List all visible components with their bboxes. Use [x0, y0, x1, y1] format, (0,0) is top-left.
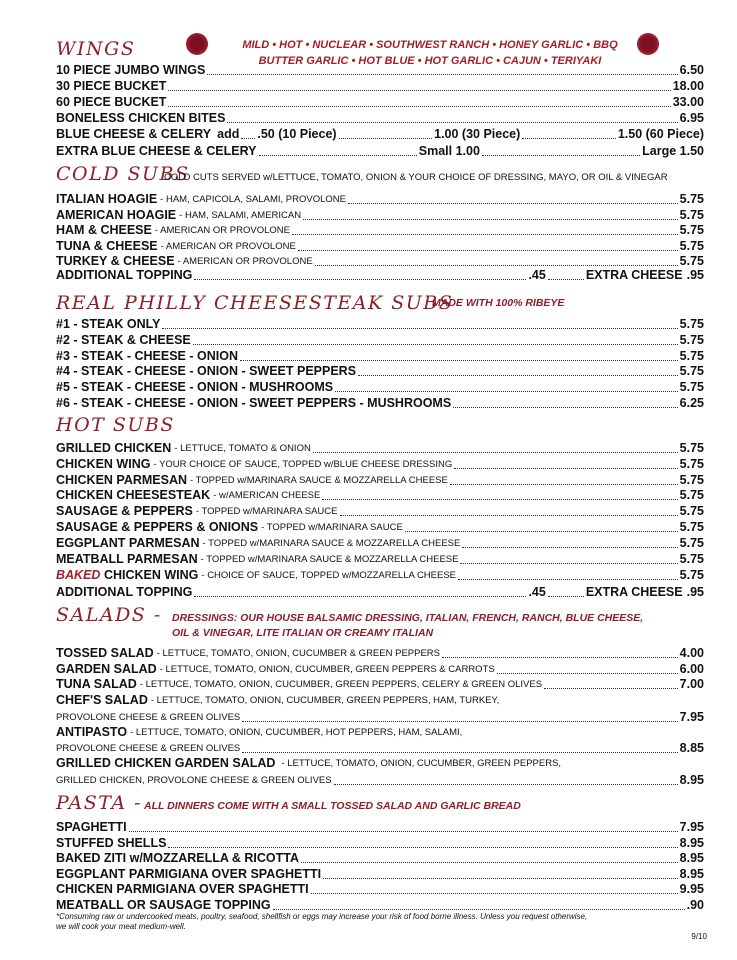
- salad-row: [56, 677, 704, 692]
- page-number: 9/10: [691, 932, 707, 941]
- dot-leader: [168, 90, 670, 91]
- item-price: 5.75: [679, 380, 704, 395]
- item-name: BAKED ZITI w/MOZZARELLA & RICOTTA: [56, 851, 300, 865]
- cheesesteak-row: [56, 333, 704, 348]
- item-name: EGGPLANT PARMIGIANA OVER SPAGHETTI: [56, 866, 322, 881]
- dot-leader: [358, 375, 678, 376]
- item-description: - AMERICAN OR PROVOLONE: [177, 256, 313, 267]
- dot-leader: [442, 657, 678, 658]
- pasta-row: [56, 836, 704, 851]
- item-name: BONELESS CHICKEN BITES: [56, 111, 226, 125]
- baked-chicken-row: BAKED CHICKEN WING - CHOICE OF SAUCE, TOPPED w/MOZZARELLA CHEESE 5.75: [56, 568, 704, 582]
- pasta-row: [56, 867, 704, 882]
- dot-leader: [227, 122, 677, 123]
- cheesesteak-row: [56, 317, 704, 332]
- hot-sub-row: [56, 504, 704, 519]
- item-price: 5.75: [679, 456, 704, 471]
- hot-sub-row: [56, 552, 704, 567]
- item-price: 5.75: [679, 192, 704, 206]
- dot-leader: [168, 847, 677, 848]
- starburst-icon: [637, 33, 659, 55]
- philly-title: REAL PHILLY CHEESESTEAK SUBS: [56, 292, 454, 314]
- salads-note-line2: OIL & VINEGAR, LITE ITALIAN OR CREAMY ITALIAN: [172, 627, 434, 639]
- item-price: 5.75: [679, 488, 704, 503]
- item-name: TUNA SALAD: [56, 677, 137, 691]
- item-name: #5 - STEAK - CHEESE - ONION - MUSHROOMS: [56, 380, 334, 395]
- wing-flavors-line1: MILD • HOT • NUCLEAR • SOUTHWEST RANCH • HONEY GARLIC • BBQ: [242, 39, 618, 51]
- dot-leader: [303, 219, 678, 220]
- item-name: MEATBALL OR SAUSAGE TOPPING: [56, 897, 271, 912]
- dot-leader: [322, 499, 677, 500]
- item-description: - TOPPED w/MARINARA SAUCE: [261, 522, 403, 533]
- item-price: 7.95: [679, 820, 704, 834]
- dot-leader: [323, 878, 678, 879]
- item-price: 5.75: [679, 535, 704, 550]
- item-name: CHICKEN WING: [56, 456, 151, 471]
- cold-subs-note: COLD CUTS SERVED w/LETTUCE, TOMATO, ONION & YOUR CHOICE OF DRESSING, MAYO, OR OIL & VINEGAR: [164, 172, 668, 183]
- item-description: - TOPPED w/MARINARA SAUCE & MOZZARELLA CHEESE: [202, 537, 461, 549]
- pasta-row: [56, 898, 704, 913]
- item-description: - HAM, SALAMI, AMERICAN: [179, 209, 302, 221]
- item-name: AMERICAN HOAGIE: [56, 207, 177, 222]
- dot-leader: [273, 909, 685, 910]
- dot-leader: [315, 265, 678, 266]
- item-name: TURKEY & CHEESE: [56, 254, 175, 268]
- dot-leader: [168, 106, 670, 107]
- item-name: HAM & CHEESE: [56, 223, 152, 237]
- item-description: - AMERICAN OR PROVOLONE: [154, 225, 290, 236]
- item-price: 7.00: [679, 677, 704, 691]
- hot-sub-row: [56, 488, 704, 503]
- salad-row: [56, 646, 704, 661]
- dot-leader: [454, 468, 677, 469]
- dot-leader: [301, 862, 678, 863]
- antipasto-row: ANTIPASTO - LETTUCE, TOMATO, ONION, CUCUMBER, HOT PEPPERS, HAM, SALAMI,: [56, 725, 463, 739]
- dot-leader: [335, 391, 678, 392]
- item-price: 33.00: [672, 95, 704, 109]
- grilled-salad-cont-row: GRILLED CHICKEN, PROVOLONE CHEESE & GREEN OLIVES 8.95: [56, 773, 704, 787]
- item-price: 5.75: [679, 254, 704, 268]
- dot-leader: [162, 328, 677, 329]
- item-price: 5.75: [679, 238, 704, 253]
- extra-blue-cheese-row: EXTRA BLUE CHEESE & CELERY Small 1.00 Large 1.50: [56, 144, 704, 158]
- item-price: 6.00: [679, 661, 704, 676]
- item-name: TUNA & CHEESE: [56, 238, 158, 253]
- dot-leader: [240, 360, 678, 361]
- item-description: - w/AMERICAN CHEESE: [213, 490, 321, 502]
- philly-note: MADE WITH 100% RIBEYE: [432, 297, 565, 309]
- item-price: 8.95: [679, 866, 704, 881]
- pasta-row: [56, 851, 704, 866]
- dot-leader: [298, 250, 678, 251]
- hot-additional-row: ADDITIONAL TOPPING .45 EXTRA CHEESE .95: [56, 585, 704, 599]
- cold-sub-row: [56, 223, 704, 238]
- item-description: - TOPPED w/MARINARA SAUCE & MOZZARELLA CHEESE: [190, 474, 448, 486]
- item-name: STUFFED SHELLS: [56, 835, 167, 850]
- item-name: #2 - STEAK & CHEESE: [56, 332, 191, 347]
- item-price: 6.25: [679, 396, 704, 410]
- item-price: 9.95: [679, 882, 704, 896]
- item-name: SAUSAGE & PEPPERS & ONIONS: [56, 520, 259, 534]
- item-price: 5.75: [679, 332, 704, 347]
- item-name: MEATBALL PARMESAN: [56, 551, 198, 566]
- dot-leader: [544, 688, 678, 689]
- salads-note-line1: DRESSINGS: OUR HOUSE BALSAMIC DRESSING, ITALIAN, FRENCH, RANCH, BLUE CHEESE,: [172, 612, 644, 624]
- item-price: 5.75: [679, 504, 704, 519]
- item-name: SAUSAGE & PEPPERS: [56, 504, 193, 519]
- item-name: CHICKEN PARMESAN: [56, 472, 188, 487]
- item-name: CHICKEN CHEESESTEAK: [56, 488, 211, 503]
- item-price: 5.75: [679, 472, 704, 487]
- wing-item-row: [56, 95, 704, 110]
- grilled-salad-row: GRILLED CHICKEN GARDEN SALAD - LETTUCE, TOMATO, ONION, CUCUMBER, GREEN PEPPERS,: [56, 756, 562, 770]
- item-name: CHICKEN PARMIGIANA OVER SPAGHETTI: [56, 882, 309, 896]
- hot-sub-row: [56, 473, 704, 488]
- dot-leader: [450, 484, 678, 485]
- item-description: - LETTUCE, TOMATO, ONION, CUCUMBER, GREEN PEPPERS & CARROTS: [159, 663, 495, 675]
- dot-leader: [348, 203, 678, 204]
- item-price: 5.75: [679, 207, 704, 222]
- pasta-row: [56, 882, 704, 897]
- chef-salad-row: CHEF'S SALAD - LETTUCE, TOMATO, ONION, CUCUMBER, GREEN PEPPERS, HAM, TURKEY,: [56, 693, 500, 707]
- item-name: ITALIAN HOAGIE: [56, 192, 158, 206]
- item-description: - YOUR CHOICE OF SAUCE, TOPPED w/BLUE CHEESE DRESSING: [153, 458, 453, 470]
- hot-sub-row: [56, 536, 704, 551]
- item-price: .90: [686, 897, 704, 912]
- dot-leader: [462, 547, 677, 548]
- item-price: 5.75: [679, 317, 704, 331]
- item-name: 30 PIECE BUCKET: [56, 79, 167, 93]
- cold-sub-row: [56, 208, 704, 223]
- item-name: #3 - STEAK - CHEESE - ONION: [56, 348, 238, 363]
- item-name: #1 - STEAK ONLY: [56, 317, 161, 331]
- item-description: - HAM, CAPICOLA, SALAMI, PROVOLONE: [160, 194, 346, 205]
- item-price: 5.75: [679, 441, 704, 455]
- dot-leader: [129, 831, 678, 832]
- item-name: GRILLED CHICKEN: [56, 441, 172, 455]
- cold-additional-row: ADDITIONAL TOPPING .45 EXTRA CHEESE .95: [56, 268, 704, 282]
- item-name: SPAGHETTI: [56, 820, 127, 834]
- item-description: - TOPPED w/MARINARA SAUCE: [195, 506, 338, 518]
- pasta-title: PASTA -: [56, 792, 143, 814]
- salads-title: SALADS -: [56, 604, 162, 626]
- wing-item-row: [56, 79, 704, 94]
- item-name: 10 PIECE JUMBO WINGS: [56, 63, 206, 77]
- cheesesteak-row: [56, 364, 704, 379]
- wing-flavors-line2: BUTTER GARLIC • HOT BLUE • HOT GARLIC • CAJUN • TERIYAKI: [258, 55, 602, 67]
- hot-sub-row: [56, 520, 704, 535]
- pasta-row: [56, 820, 704, 835]
- item-description: - LETTUCE, TOMATO, ONION, CUCUMBER, GREEN PEPPERS, CELERY & GREEN OLIVES: [139, 679, 543, 690]
- item-price: 18.00: [672, 79, 704, 93]
- salad-row: [56, 662, 704, 677]
- starburst-icon: [186, 33, 208, 55]
- item-name: #4 - STEAK - CHEESE - ONION - SWEET PEPPERS: [56, 364, 357, 379]
- item-price: 6.50: [679, 63, 704, 77]
- item-price: 5.75: [679, 520, 704, 534]
- dot-leader: [453, 407, 677, 408]
- cheesesteak-row: [56, 396, 704, 411]
- item-name: EGGPLANT PARMESAN: [56, 535, 200, 550]
- wing-item-row: [56, 63, 704, 78]
- item-price: 5.75: [679, 223, 704, 237]
- hot-sub-row: [56, 457, 704, 472]
- pasta-note: ALL DINNERS COME WITH A SMALL TOSSED SALAD AND GARLIC BREAD: [144, 800, 521, 812]
- item-name: 60 PIECE BUCKET: [56, 95, 167, 109]
- dot-leader: [497, 673, 678, 674]
- item-price: 4.00: [679, 646, 704, 660]
- item-name: GARDEN SALAD: [56, 661, 157, 676]
- item-description: - LETTUCE, TOMATO, ONION, CUCUMBER & GREEN PEPPERS: [156, 648, 440, 659]
- cheesesteak-row: [56, 349, 704, 364]
- cold-subs-title: COLD SUBS: [56, 163, 190, 185]
- cheesesteak-row: [56, 380, 704, 395]
- item-price: 5.75: [679, 551, 704, 566]
- item-price: 6.95: [679, 111, 704, 125]
- cold-sub-row: [56, 254, 704, 269]
- wings-title: WINGS: [56, 38, 136, 60]
- item-description: - TOPPED w/MARINARA SAUCE & MOZZARELLA CHEESE: [200, 553, 459, 565]
- item-price: 8.95: [679, 835, 704, 850]
- dot-leader: [313, 452, 678, 453]
- dot-leader: [292, 234, 678, 235]
- item-name: TOSSED SALAD: [56, 646, 154, 660]
- item-price: 5.75: [679, 364, 704, 379]
- dot-leader: [340, 515, 678, 516]
- dot-leader: [311, 893, 678, 894]
- item-price: 5.75: [679, 348, 704, 363]
- wing-item-row: [56, 111, 704, 126]
- dot-leader: [460, 563, 677, 564]
- item-description: - AMERICAN OR PROVOLONE: [160, 240, 296, 252]
- dot-leader: [193, 344, 678, 345]
- blue-cheese-row: BLUE CHEESE & CELERY add .50 (10 Piece) 1.00 (30 Piece) 1.50 (60 Piece): [56, 127, 705, 141]
- item-price: 8.95: [679, 851, 704, 865]
- antipasto-cont-row: PROVOLONE CHEESE & GREEN OLIVES 8.85: [56, 741, 704, 755]
- food-safety-disclaimer: *Consuming raw or undercooked meats, poultry, seafood, shellfish or eggs may increase your risk of food borne illness. Unless you request otherwise, we will cook your meat medium-well.: [56, 912, 588, 931]
- hot-subs-title: HOT SUBS: [56, 414, 175, 436]
- cold-sub-row: [56, 192, 704, 207]
- item-name: #6 - STEAK - CHEESE - ONION - SWEET PEPPERS - MUSHROOMS: [56, 396, 452, 410]
- item-description: - LETTUCE, TOMATO & ONION: [174, 443, 311, 454]
- dot-leader: [405, 531, 678, 532]
- chef-salad-cont-row: PROVOLONE CHEESE & GREEN OLIVES 7.95: [56, 710, 704, 724]
- cold-sub-row: [56, 239, 704, 254]
- dot-leader: [207, 74, 677, 75]
- hot-sub-row: [56, 441, 704, 456]
